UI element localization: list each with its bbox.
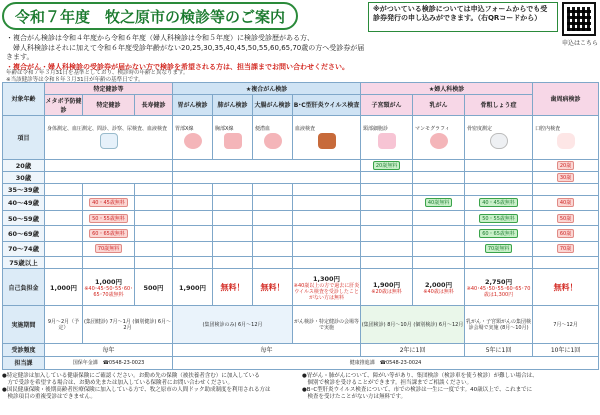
footer-left-1: ●特定健診は加入している健康保険にご確認ください。お勤め先の保険（被扶養者含む）に加入している <box>2 373 260 379</box>
fee-bc-note: ※40歳以上の方で過去に肝炎ウイルス検査を受診したことがない方は無料 <box>293 282 360 301</box>
fee-choju: 500円 <box>135 269 173 306</box>
age-75-plus: 75歳以上 <box>3 257 45 269</box>
age50-bone <box>465 211 533 226</box>
period-bone: 乳がん・子宮頸がんの集団検診会場で実施 (8月～10月) <box>465 306 533 343</box>
item-lung <box>213 115 253 159</box>
item-bc <box>293 115 361 159</box>
period-fukugo: (集団検診のみ) 6月～12月 <box>173 306 293 343</box>
item-tokutei <box>45 115 173 159</box>
age40-bone <box>465 195 533 210</box>
item-colon <box>253 115 293 159</box>
age60-bone <box>465 226 533 241</box>
interval-bone: 5年に1回 <box>465 343 533 356</box>
pill-perio-60: 60歳 <box>557 229 574 238</box>
row-label-target: 対象年齢 <box>3 83 45 116</box>
age20-perio <box>533 159 599 171</box>
col-lung: 肺がん検診 <box>213 95 253 116</box>
dept-tokutei: 国保年金課 ☎0548-23-0023 <box>45 356 173 369</box>
item-cervical-text: 頸部細胞診 <box>363 126 389 133</box>
fee-tokutei-note: ※40･45･50･55･60･65･70歳無料 <box>84 285 133 298</box>
pill-tokutei-60: 60・65歳無料 <box>89 229 128 238</box>
footer-left-4: 検診項目の重複受診はできません。 <box>2 394 96 400</box>
interval-fujin: 2年に1回 <box>361 343 465 356</box>
age20-cervical <box>361 159 413 171</box>
row-label-item: 項目 <box>3 115 45 159</box>
screening-table <box>2 82 599 370</box>
intro-line-1: ・複合がん検診は令和４年度から令和６年度（婦人科検診は令和５年度）に検診受診歴がある方、 <box>6 34 314 42</box>
col-choju: 長寿健診 <box>135 95 173 116</box>
row-label-period: 実施期間 <box>3 306 45 343</box>
fee-bone-cell <box>465 269 533 306</box>
row-label-interval: 受診頻度 <box>3 343 45 356</box>
item-cervical <box>361 115 413 159</box>
age40-perio <box>533 195 599 210</box>
footer-right-4: 検査を受けたことがない方は無料です。 <box>302 394 407 400</box>
colon-icon <box>264 133 282 149</box>
item-breast <box>413 115 465 159</box>
pill-tokutei-40: 40・45歳無料 <box>89 198 128 207</box>
age60-perio <box>533 226 599 241</box>
col-colon: 大腸がん検診 <box>253 95 293 116</box>
period-fujin: (集団検診) 8月～10月 (個別検診) 6月～12月 <box>361 306 465 343</box>
fee-bc: 1,300円 <box>313 274 341 283</box>
item-bone <box>465 115 533 159</box>
fee-tokutei-cell <box>83 269 135 306</box>
age70-tokutei <box>83 241 135 256</box>
item-perio <box>533 115 599 159</box>
pill-tokutei-70: 70歳無料 <box>95 244 122 253</box>
period-perio: 7月～12月 <box>533 306 599 343</box>
intro-text <box>6 34 366 73</box>
group-fukugo: ★複合がん検診 <box>173 83 361 95</box>
qr-code-icon[interactable] <box>562 2 596 36</box>
group-shika: 歯周病検診 <box>533 83 599 116</box>
fee-lung: 無料！ <box>213 269 253 306</box>
age30-perio <box>533 171 599 183</box>
footer-left <box>2 373 292 401</box>
uterus-icon <box>378 133 396 149</box>
footer-left-3: ●国民健康保険・後期高齢者医療保険に加入している方で、牧之原市の人間ドック助成制度を利用される方は <box>2 387 271 393</box>
pill-bone-40: 40・45歳無料 <box>479 198 518 207</box>
col-bone: 骨粗しょう症 <box>465 95 533 116</box>
item-bone-text: 骨密度測定 <box>467 126 493 133</box>
interval-fukugo: 毎年 <box>173 343 361 356</box>
age40-breast <box>413 195 465 210</box>
dept-kenko: 健康推進課 ☎0548-23-0024 <box>173 356 599 369</box>
pill-tokutei-50: 50・55歳無料 <box>89 214 128 223</box>
fee-breast-note: ※40歳は無料 <box>423 288 454 295</box>
qr-caption: 申込はこちら <box>561 40 598 47</box>
fee-tokutei: 1,000円 <box>94 277 123 286</box>
online-application-notice: ※がついている検診については申込フォームからでも受診券発行の申し込みができます。（右QRコードから） <box>368 2 558 32</box>
period-bc: がん検診・特定健診の会場等で実施 <box>293 306 361 343</box>
fee-metabo: 1,000円 <box>45 269 83 306</box>
age-50-59: 50～59歳 <box>3 211 45 226</box>
item-stomach <box>173 115 213 159</box>
age40-tokutei <box>83 195 135 210</box>
age-70-74: 70～74歳 <box>3 241 45 256</box>
lung-icon <box>224 133 242 149</box>
footer-left-2: 方で受診を希望する場合は、お勤め先または加入している保険者にお問い合わせください。 <box>2 380 234 386</box>
item-perio-text: 口腔内検査 <box>535 126 561 133</box>
col-metabo: メタボ予防健診 <box>45 95 83 116</box>
item-bc-text: 血液検査 <box>295 126 316 133</box>
item-colon-text: 便潜血 <box>255 126 271 133</box>
tooth-icon <box>557 133 575 149</box>
age70-perio <box>533 241 599 256</box>
bone-icon <box>490 133 508 149</box>
stomach-icon <box>184 133 202 149</box>
fee-breast: 2,000円 <box>425 280 453 289</box>
fee-colon: 無料！ <box>253 269 293 306</box>
pill-perio-20: 20歳 <box>557 161 574 170</box>
age-60-69: 60～69歳 <box>3 226 45 241</box>
checkup-icon <box>100 133 118 149</box>
fee-bone: 2,750円 <box>485 277 513 286</box>
footer-right-1: ●胃がん・肺がんについて、障がい等があり、集団検診（検診車を使う検診）が難しい場合は、 <box>302 373 538 379</box>
row-label-dept: 担当課 <box>3 356 45 369</box>
intro-line-3: ・複合がん・婦人科検診の受診券が届かない方で検診を希望される方は、担当課までお問い合わせください。 <box>6 63 349 71</box>
col-bc: B･C型肝炎ウイルス検査 <box>293 95 361 116</box>
pill-cervical-20: 20歳無料 <box>373 161 400 170</box>
fee-breast-cell <box>413 269 465 306</box>
intro-line-2: 婦人科検診はそれに加えて令和６年度受診年齢がない20,25,30,35,40,45,50,55,60,65,70歳の方へ受診券が届きます。 <box>6 44 365 61</box>
pill-perio-50: 50歳 <box>557 214 574 223</box>
age-basis-line-1: 年齢は令和７年３月31日を基準としており、検診時の年齢と異なります。 <box>6 70 189 76</box>
footer-right <box>302 373 592 401</box>
item-breast-text: マンモグラフィ <box>415 126 450 133</box>
pill-perio-40: 40歳 <box>557 198 574 207</box>
age70-bone <box>465 241 533 256</box>
pill-breast-40: 40歳無料 <box>425 198 452 207</box>
fee-stomach: 1,900円 <box>173 269 213 306</box>
fee-cervical: 1,900円 <box>373 280 401 289</box>
pill-bone-70: 70歳無料 <box>485 244 512 253</box>
pill-perio-70: 70歳 <box>557 244 574 253</box>
footer-right-3: ●B･C型肝炎ウイルス検査について、市での検診は一生に一度です。40歳以上で、これまでに <box>302 387 533 393</box>
group-fujin: ★婦人科検診 <box>361 83 533 95</box>
pill-bone-50: 50・55歳無料 <box>479 214 518 223</box>
fee-cervical-note: ※20歳は無料 <box>371 288 402 295</box>
age50-perio <box>533 211 599 226</box>
fee-cervical-cell <box>361 269 413 306</box>
item-tokutei-text: 身体測定、血圧測定、問診、診察、尿検査、血液検査 <box>47 126 168 133</box>
col-stomach: 胃がん検診 <box>173 95 213 116</box>
col-tokutei: 特定健診 <box>83 95 135 116</box>
age-basis-line-2: ※当該健診等は令和８年３月31日が年齢の基準日です。 <box>6 77 144 83</box>
age-35-39: 35～39歳 <box>3 183 45 195</box>
col-breast: 乳がん <box>413 95 465 116</box>
age50-tokutei <box>83 211 135 226</box>
item-stomach-text: 胃部X線 <box>175 126 194 133</box>
interval-perio: 10年に1回 <box>533 343 599 356</box>
period-metabo: 9月～2月（予定） <box>45 306 83 343</box>
interval-tokutei: 毎年 <box>45 343 173 356</box>
pill-bone-60: 60・65歳無料 <box>479 229 518 238</box>
age-20: 20歳 <box>3 159 45 171</box>
fee-bc-cell <box>293 269 361 306</box>
age-30: 30歳 <box>3 171 45 183</box>
page-title: 令和７年度 牧之原市の検診等のご案内 <box>2 2 298 30</box>
group-tokutei: 特定健診等 <box>45 83 173 95</box>
col-cervical: 子宮頸がん <box>361 95 413 116</box>
fee-perio: 無料！ <box>533 269 599 306</box>
period-tokutei: (集団健診) 7月～1月 (個別健診) 6月～2月 <box>83 306 173 343</box>
age60-tokutei <box>83 226 135 241</box>
pill-perio-30: 30歳 <box>557 173 574 182</box>
fee-bone-note: ※40･45･50･55･60･65･70歳は1,300円 <box>466 285 531 298</box>
footer-right-2: 個別で検診を受けることができます。担当課までご相談ください。 <box>302 380 473 386</box>
age-40-49: 40～49歳 <box>3 195 45 210</box>
row-label-fee: 自己負担金 <box>3 269 45 306</box>
breast-icon <box>430 133 448 149</box>
item-lung-text: 胸部X線 <box>215 126 234 133</box>
footer-notes <box>2 373 598 413</box>
liver-icon <box>318 133 336 149</box>
